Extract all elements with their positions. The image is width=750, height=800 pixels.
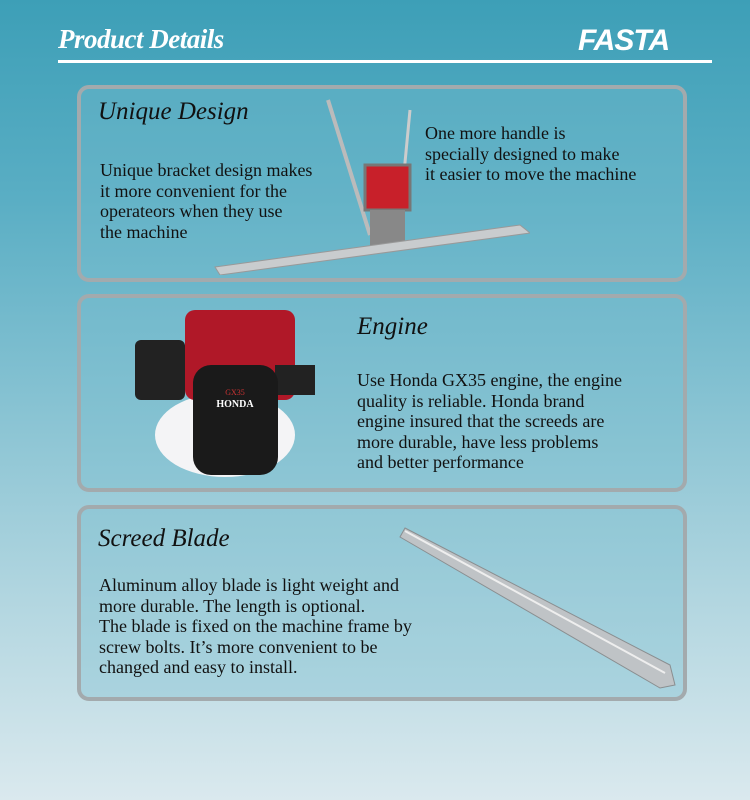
svg-text:GX35: GX35 [225,388,245,397]
page-title: Product Details [58,24,224,54]
section-heading: Screed Blade [98,525,230,552]
screed-blade-image [395,525,680,690]
section-heading: Unique Design [98,98,249,125]
svg-text:HONDA: HONDA [216,399,254,410]
handle-callout: One more handle is specially designed to make it easier to move the machine [425,123,637,184]
header-divider [58,60,712,63]
screed-machine-image [210,95,530,275]
section-text: Aluminum alloy blade is light weight and more durable. The length is optional. The blade is fixed on the machine frame by screw bolts. It’s more convenient to be changed and easy to install. [99,575,412,677]
section-heading: Engine [357,313,428,340]
section-text: Unique bracket design makes it more convenient for the operateors when they use the machine [100,160,313,242]
section-text: Use Honda GX35 engine, the engine quality is reliable. Honda brand engine insured that the screeds are more durable, have less problems and better performance [357,370,622,472]
honda-engine-image [125,305,340,480]
brand-logo: FASTA [578,24,670,57]
